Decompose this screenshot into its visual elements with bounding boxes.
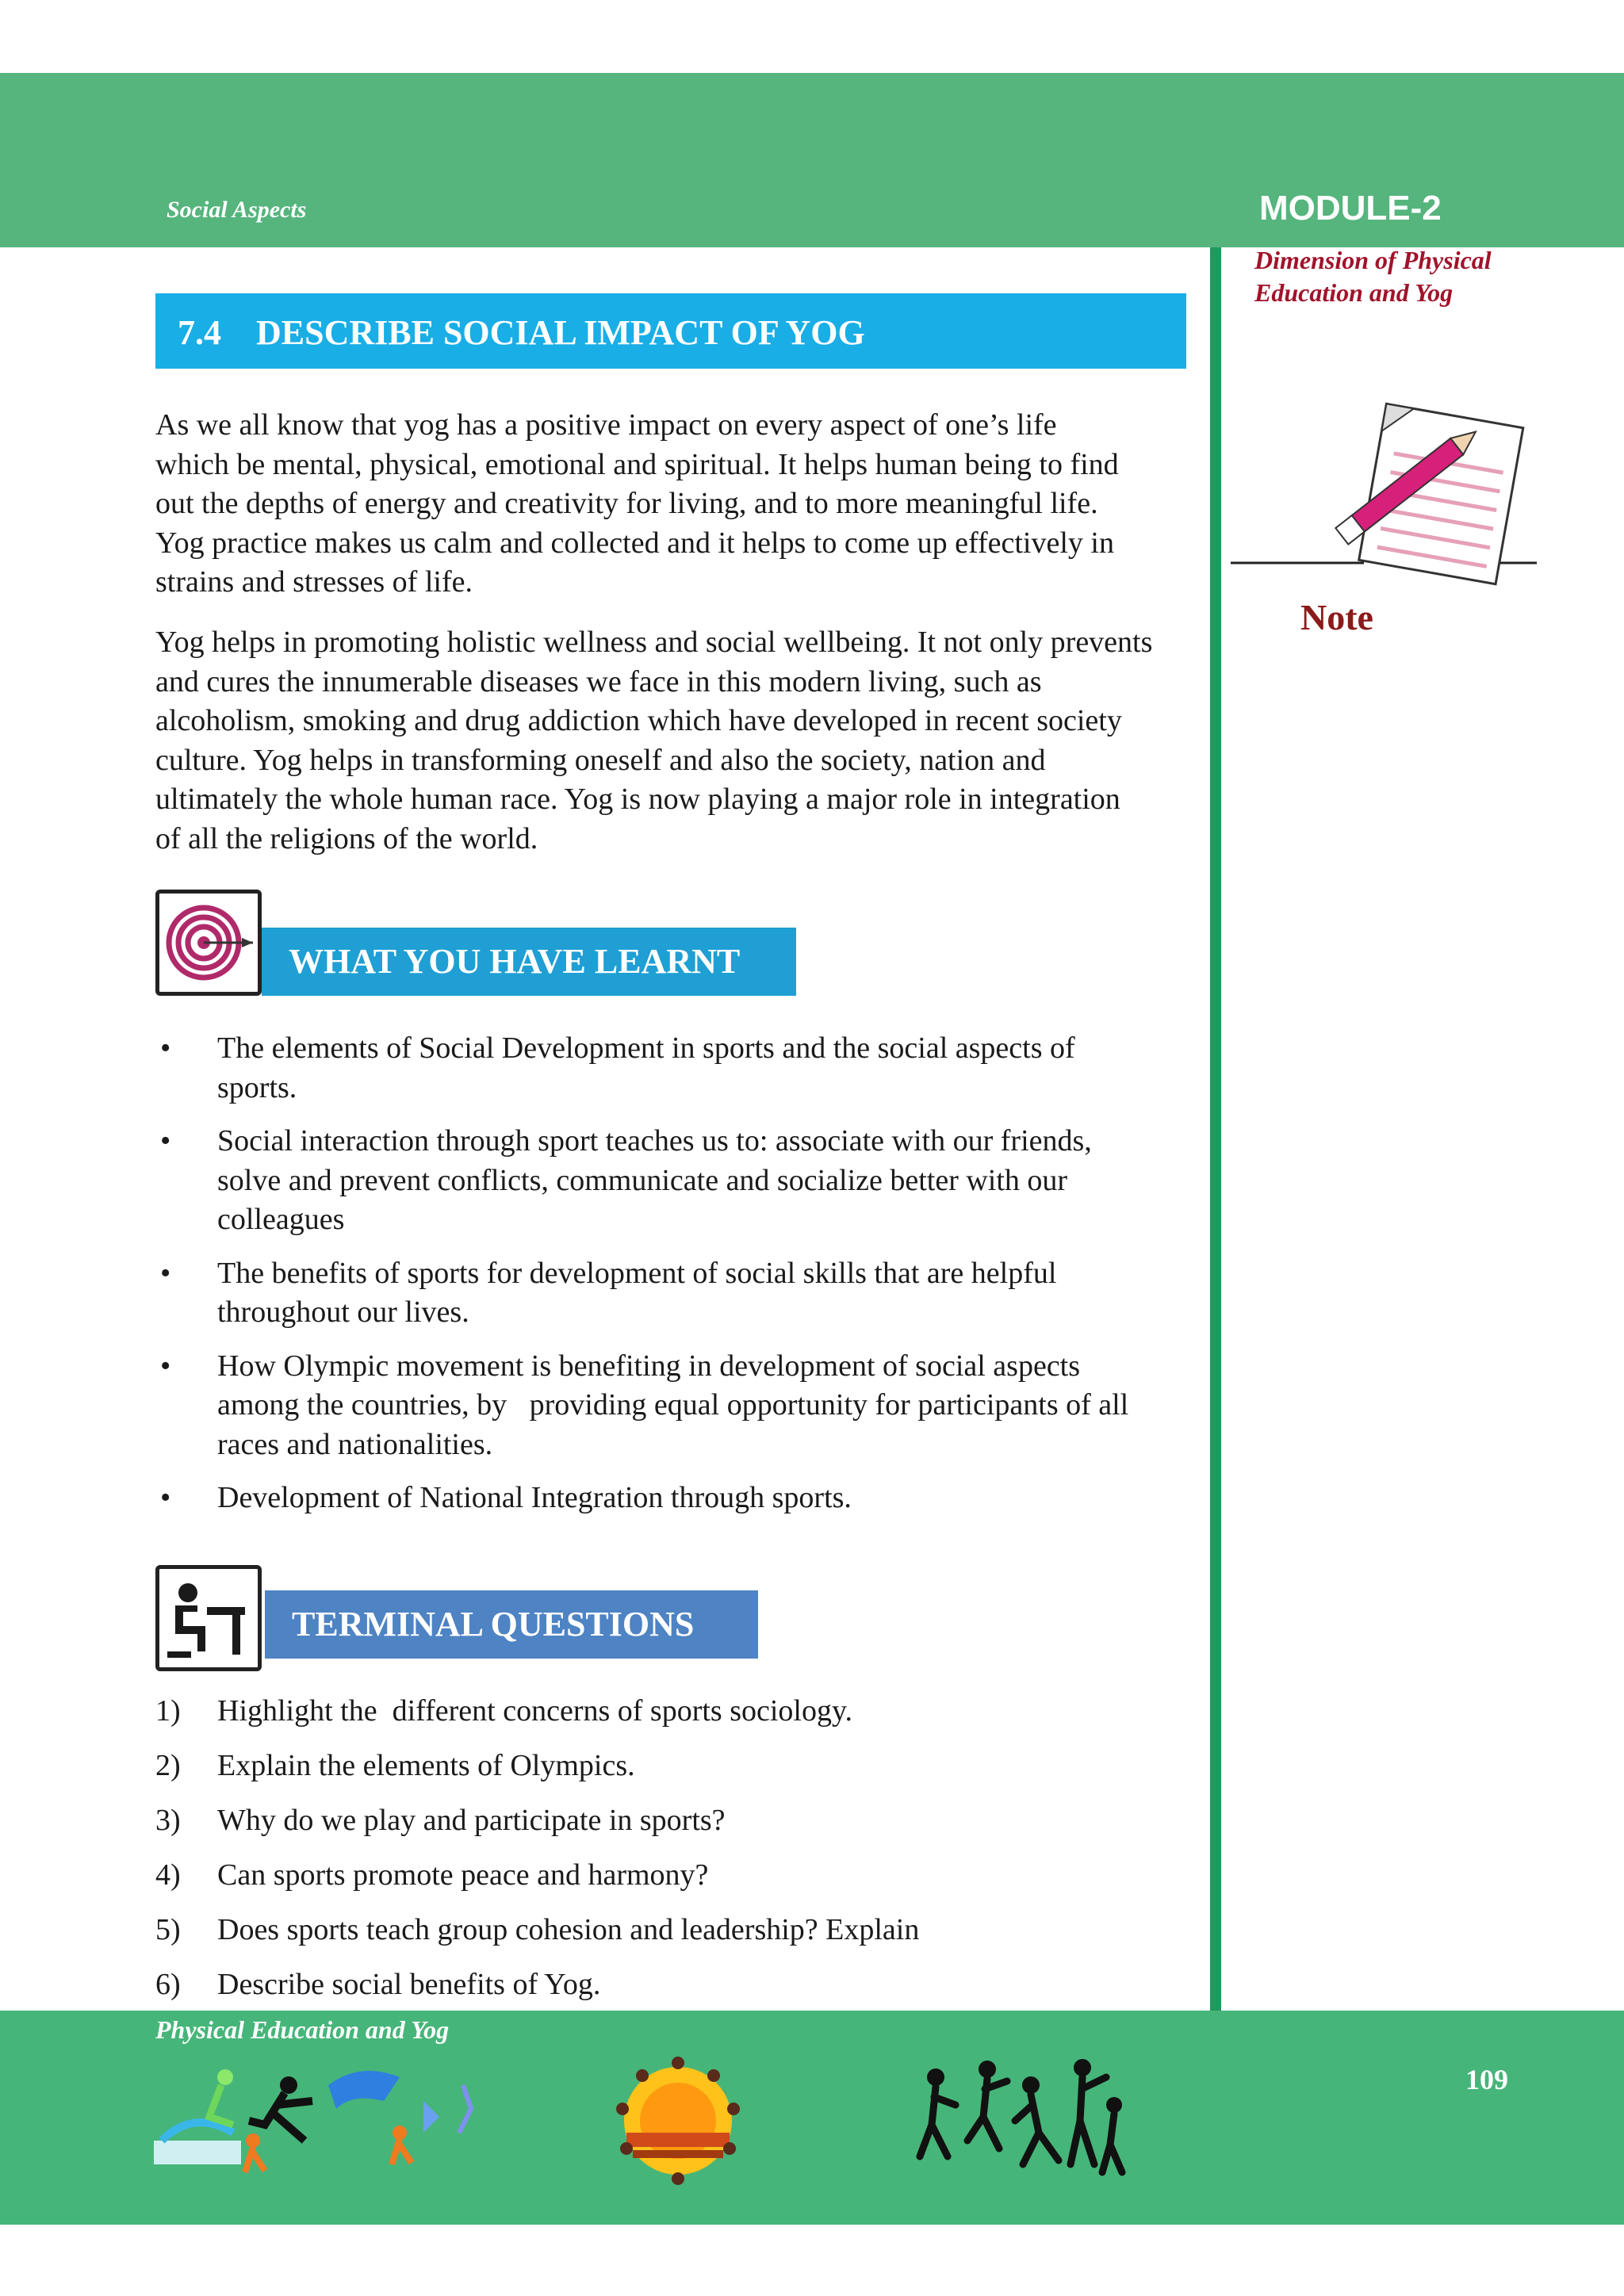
list-item-line: • How Olympic movement is benefiting in development of social aspects <box>217 1349 1081 1383</box>
paragraph-line: culture. Yog helps in transforming oneself and also the society, nation and <box>155 743 1046 777</box>
list-item <box>155 1254 1186 1333</box>
list-item <box>155 1029 1186 1108</box>
list-item-line: throughout our lives. <box>217 1295 469 1329</box>
list-item-line: • The benefits of sports for development of social skills that are helpful <box>217 1256 1057 1290</box>
terminal-heading: TERMINAL QUESTIONS <box>292 1605 695 1644</box>
yoga-sun-image <box>603 2045 753 2188</box>
question-number: 5) <box>155 1913 181 1946</box>
module-title: MODULE-2 <box>1259 189 1442 228</box>
learnt-heading: WHAT YOU HAVE LEARNT <box>289 942 741 981</box>
list-item <box>155 1856 1186 1896</box>
question-text: Why do we play and participate in sports? <box>217 1804 726 1837</box>
section-number: 7.4 <box>178 313 221 352</box>
list-item <box>155 1692 1186 1732</box>
notepad-pencil-icon <box>1229 396 1538 595</box>
paragraph-line: which be mental, physical, emotional and spiritual. It helps human being to find <box>155 447 1119 481</box>
question-text: Does sports teach group cohesion and leadership? Explain <box>217 1913 920 1946</box>
list-item-line: • Development of National Integration through sports. <box>217 1481 852 1514</box>
note-label: Note <box>1300 597 1373 637</box>
header-chapter-title: Social Aspects <box>167 197 307 223</box>
terminal-heading-bar <box>265 1590 758 1659</box>
paragraph-line: alcoholism, smoking and drug addiction which have developed in recent society <box>155 704 1122 737</box>
module-subtitle-line: Education and Yog <box>1254 278 1454 307</box>
paragraph-line: and cures the innumerable diseases we face in this modern living, such as <box>155 664 1042 698</box>
paragraph-line: of all the religions of the world. <box>155 821 538 855</box>
sidebar-divider <box>1210 247 1221 2012</box>
list-item <box>155 1965 1186 2005</box>
module-subtitle <box>1254 244 1603 309</box>
learnt-heading-bar <box>262 928 796 996</box>
student-desk-icon <box>155 1565 262 1671</box>
list-item-line: among the countries, by providing equal opportunity for participants of all <box>217 1388 1129 1422</box>
paragraph <box>155 406 1186 603</box>
paragraph-line: out the depths of energy and creativity for living, and to more meaningful life. <box>155 487 1098 520</box>
list-item-line: solve and prevent conflicts, communicate and socialize better with our <box>217 1163 1068 1197</box>
question-text: Describe social benefits of Yog. <box>217 1968 601 2001</box>
list-item-line: sports. <box>217 1070 297 1104</box>
question-text: Explain the elements of Olympics. <box>217 1749 635 1782</box>
athletes-silhouettes-image <box>912 2045 1134 2188</box>
question-number: 4) <box>155 1858 181 1892</box>
list-item-line: races and nationalities. <box>217 1427 493 1461</box>
question-text: Can sports promote peace and harmony? <box>217 1858 709 1892</box>
question-number: 2) <box>155 1749 181 1782</box>
question-number: 3) <box>155 1804 181 1837</box>
paragraph-line: Yog helps in promoting holistic wellness and social wellbeing. It not only prevents <box>155 626 1153 659</box>
paragraph-line: ultimately the whole human race. Yog is now playing a major role in integration <box>155 783 1120 816</box>
question-text: Highlight the different concerns of sports sociology. <box>217 1694 853 1728</box>
list-item-line: • The elements of Social Development in sports and the social aspects of <box>217 1031 1075 1065</box>
sports-collage-image <box>146 2045 495 2180</box>
paragraph-line: strains and stresses of life. <box>155 565 473 599</box>
list-item <box>155 1911 1186 1950</box>
target-icon <box>155 890 262 996</box>
question-number: 1) <box>155 1694 181 1728</box>
list-item-line: colleagues <box>217 1203 345 1236</box>
question-list <box>155 1692 1186 2020</box>
list-item-line: • Social interaction through sport teaches us to: associate with our friends, <box>217 1124 1092 1158</box>
section-title: DESCRIBE SOCIAL IMPACT OF YOG <box>256 313 865 352</box>
list-item <box>155 1347 1186 1465</box>
list-item <box>155 1122 1186 1240</box>
section-heading-bar <box>155 293 1186 369</box>
list-item <box>155 1801 1186 1841</box>
page-number: 109 <box>1465 2064 1508 2095</box>
list-item <box>155 1747 1186 1786</box>
module-subtitle-line: Dimension of Physical <box>1254 246 1492 274</box>
paragraph <box>155 623 1186 859</box>
paragraph-line: Yog practice makes us calm and collected and it helps to come up effectively in <box>155 526 1114 560</box>
section-heading <box>178 312 865 353</box>
paragraph-line: As we all know that yog has a positive impact on every aspect of one’s life <box>155 408 1057 442</box>
question-number: 6) <box>155 1968 181 2001</box>
list-item <box>155 1479 1186 1518</box>
footer-book-title: Physical Education and Yog <box>155 2015 450 2044</box>
learnt-list <box>155 1029 1186 1533</box>
